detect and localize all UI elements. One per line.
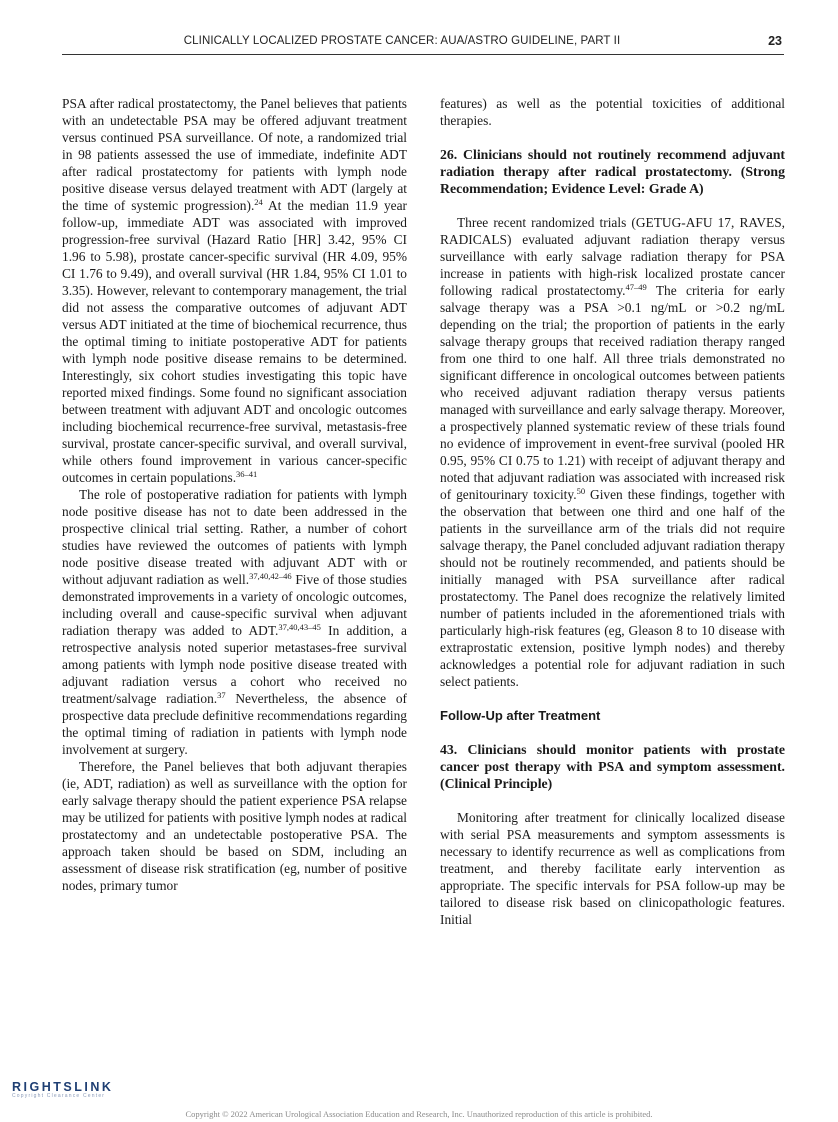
paragraph-panel-believes: Therefore, the Panel believes that both adjuvant therapies (ie, ADT, radiation) as well as surveillance with the option for early salvage therapy should the patient experience PSA relapse may be utilized for patients with positive lymph nodes at radical prostatectomy and an undetectable postoperative PSA. The approach taken should be based on SDM, including an assessment of disease risk stratification (eg, number of positive nodes, primary tumor — [62, 759, 407, 893]
citation[interactable]: 36–41 — [236, 469, 258, 479]
rightslink-logo-text: RIGHTSLINK — [12, 1080, 114, 1094]
running-header — [62, 32, 784, 55]
paragraph-randomized-trials: Three recent randomized trials (GETUG-AFU 17, RAVES, RADICALS) evaluated adjuvant radiation therapy versus surveillance with early salvage radiation therapy for PSA increase in patients with high-risk localized prostate cancer following radical prostatectomy.$^{47-49}$ The criteria for early salvage therapy was a PSA >0.1 ng/mL or >0.2 ng/mL depending on the trial; the proportion of patients in the early salvage therapy groups that received radiation therapy ranged from one third to one half. All three trials demonstrated no significant difference in oncological outcomes between patients who received adjuvant radiation therapy versus patients managed with surveillance and early salvage therapy. Moreover, a prospectively planned systematic review of these trials found no evidence of improvement in event-free survival (pooled HR 0.95, 95% CI 0.75 to 1.21) with receipt of adjuvant therapy and noted that adjuvant radiation was associated with increased risk of genitourinary toxicity.$^{50}$ Given these findings, together with the observation that between one third and one half of the patients in the surveillance arm of the trials did not require salvage therapy, the Panel concluded adjuvant radiation therapy should not be routinely recommended, and patients should be initially managed with PSA surveillance after radical prostatectomy. The Panel does recognize the relatively limited number of patients included in the aforementioned trials with particularly high-risk features (eg, Gleason 8 to 10 disease with extraprostatic extension, positive lymph nodes) and thereby acknowledges a potential role for adjuvant radiation in such select patients. — [440, 215, 785, 689]
paragraph-monitoring: Monitoring after treatment for clinically localized disease with serial PSA measurements and symptom assessments is necessary to identify recurrence as well as complications from treatment, and thereby facilitate early intervention as appropriate. The specific intervals for PSA follow-up may be tailored to disease risk based on clinicopathologic features. Initial — [440, 810, 785, 927]
left-column — [62, 95, 407, 894]
copyright-footer: Copyright © 2022 American Urological Association Education and Research, Inc. Unauthorized reproduction of this article is prohibited. — [185, 1109, 653, 1119]
page-number: 23 — [768, 34, 782, 48]
citation[interactable]: 37 — [217, 690, 226, 700]
paragraph-postoperative-radiation: The role of postoperative radiation for patients with lymph node positive disease has not to date been addressed in the prospective clinical trial setting. Rather, a number of cohort studies have reviewed the outcomes of patients with lymph node positive disease treated with adjuvant ADT with or without adjuvant radiation as well.$^{37,40,42-46}$ Five of those studies demonstrated improvements in a variety of oncologic outcomes, including overall and cause-specific survival when adjuvant radiation therapy was added to ADT.$^{37,40,43-45}$ In addition, a retrospective analysis noted superior metastases-free survival among patients with lymph node positive disease treated with adjuvant radiation versus a cohort who received no treatment/salvage radiation.$^{37}$ Nevertheless, the absence of prospective data preclude definitive recommendations regarding the optimal timing of radiation in patients with lymph node involvement at surgery. — [62, 487, 407, 757]
citation[interactable]: 37,40,43–45 — [278, 622, 321, 632]
paragraph-continued: features) as well as the potential toxicities of additional therapies. — [440, 96, 785, 128]
recommendation-26: 26. Clinicians should not routinely recommend adjuvant radiation therapy after radical prostatectomy. (Strong Recommendation; Evidence Level: Grade A) — [440, 147, 785, 196]
citation[interactable]: 47–49 — [625, 282, 647, 292]
citation[interactable]: 37,40,42–46 — [249, 571, 292, 581]
right-column — [440, 95, 785, 928]
recommendation-43: 43. Clinicians should monitor patients with prostate cancer post therapy with PSA and symptom assessment. (Clinical Principle) — [440, 742, 785, 791]
rightslink-logo-subtext: Copyright Clearance Center — [12, 1093, 106, 1099]
rightslink-logo[interactable] — [12, 1080, 113, 1099]
paragraph-adjuvant-adt: PSA after radical prostatectomy, the Panel believes that patients with an undetectable PSA may be offered adjuvant treatment versus continued PSA surveillance. Of note, a randomized trial in 98 patients assessed the use of immediate, indefinite ADT after radical prostatectomy for patients with lymph node positive disease versus delayed treatment with ADT (largely at the time of systemic progression).$^{24}$ At the median 11.9 year follow-up, immediate ADT was associated with improved progression-free survival (Hazard Ratio [HR] 3.42, 95% CI 1.96 to 5.98), prostate cancer-specific survival (HR 4.09, 95% CI 1.76 to 9.49), and overall survival (HR 1.84, 95% CI 1.01 to 3.35). However, relevant to contemporary management, the trial did not assess the comparative outcomes of adjuvant ADT versus ADT initiated at the time of biochemical recurrence, thus the optimal timing to initiate postoperative ADT for patients with lymph node positive disease remains to be determined. Interestingly, six cohort studies investigating this topic have reported mixed findings. Some found no significant association between treatment with adjuvant ADT and oncologic outcomes including biochemical recurrence-free survival, metastasis-free survival, prostate cancer-specific survival, and overall survival, while others found improvement in various cancer-specific outcomes in certain populations.$^{36-41}$ — [62, 96, 407, 485]
citation[interactable]: 50 — [576, 486, 586, 496]
citation[interactable]: 24 — [254, 197, 263, 207]
section-heading-follow-up: Follow-Up after Treatment — [440, 708, 601, 723]
running-title: CLINICALLY LOCALIZED PROSTATE CANCER: AUA/ASTRO GUIDELINE, PART II — [183, 35, 621, 47]
